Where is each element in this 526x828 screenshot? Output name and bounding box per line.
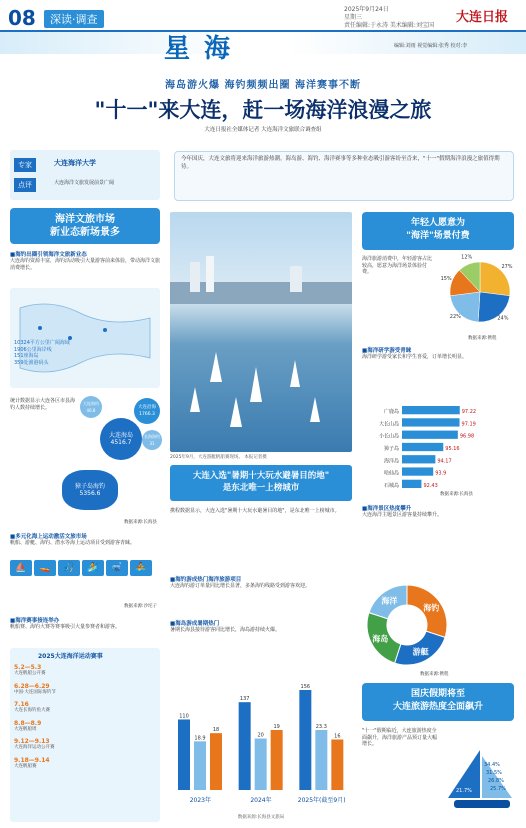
donut-caption: 数据来源:携程 [420,672,449,677]
left-para1: 大连海钓资源丰富，海钓活动吸引大量游客前来体验，带动海洋文旅消费增长。 [10,258,161,271]
right-sec1: ■海洋研学游受青睐 [362,348,412,354]
photo-scene [170,212,352,452]
hbar-category-label: 大长山岛 [378,421,399,428]
bar-value-label: 110 [179,713,189,720]
bar [315,730,327,790]
timeline-date: 7.16 [14,701,29,708]
main-headline: "十一"来大连，赶一场海洋浪漫之旅 [94,97,432,122]
bar-category-label: 2023年 [189,797,211,804]
hbar-category-label: 小长山岛 [378,433,399,440]
bubble-label: 大连海钓 [83,401,99,406]
expert-badge: 专家 [14,158,36,172]
left-para4: 帆船赛、海钓大赛等赛事吸引大量参赛者和游客。 [10,624,121,630]
fishing-icon: 🎣 [58,560,80,576]
timeline-item [14,683,154,696]
timeline-text: 中国·大连国际海钓节 [14,689,56,695]
bar [239,702,251,790]
donut-label: 游艇 [412,647,429,657]
hbar-value-label: 92.43 [423,482,438,489]
center-section-head [170,465,352,501]
bubble-value: 46.8 [86,408,96,413]
bar [299,690,311,790]
comment-badge: 点评 [14,178,36,192]
section-label: 深读·调查 [44,10,104,28]
bar-caption: 数据来源:长海县文旅局 [237,815,285,820]
center-head-line1: 大连入选"暑期十大玩水避暑目的地" [192,471,330,481]
hbar [402,418,460,426]
hbar [402,480,421,488]
pie-label: 24% [497,315,509,322]
center-body [170,508,352,634]
timeline-item [14,664,154,677]
bar [255,738,267,790]
hbar-category-label: 海洋岛 [383,458,399,465]
bar [210,733,222,790]
timeline-item [14,701,154,714]
bar-value-label: 20 [257,732,264,739]
bar-value-label: 18.9 [194,735,206,742]
activity-icons [10,560,160,600]
headline-kicker: 海岛游火爆 海钓频频出圈 海洋赛事不断 [165,80,361,91]
map-item: 359处渔港码头 [14,359,49,366]
donut-label: 海岛 [372,634,389,644]
diving-icon: 🤿 [106,560,128,576]
right-para4: "十一"假期临近，大连旅游热度全面飙升，海洋旅游产品预订量大幅增长。 [362,728,438,747]
hbar-category-label: 哈仙岛 [383,470,399,477]
pie-caption: 数据来源:携程 [468,336,497,341]
timeline-text: 大连帆船公开赛 [14,671,46,676]
right-para2: 海洋研学游受家长和学生喜爱，订单增长明显。 [362,354,468,360]
bubble-fishing [80,396,102,418]
bubble-value: 31 [149,441,155,446]
left-para2: 统计数据显示大连各区市县海钓人数持续增长。 [10,398,76,411]
left-head-line2: 新业态新场景多 [50,227,120,238]
left-section-head [10,208,160,244]
tourism-bar-chart [170,670,352,810]
bar-value-label: 137 [239,696,250,703]
timeline-text: 大连帆船周 [14,726,37,732]
photo-caption: 2025年9月，大连游艇帆船赛现场。 本报记者摄 [170,455,267,460]
bubble-label: 长海海钓 [144,434,160,439]
timeline-date: 9.12—9.13 [14,738,50,745]
bubble-label: 獐子岛海钓 [74,483,105,490]
surfing-icon: 🏄 [82,560,104,576]
left-sec2: ■多元化海上运动激活文旅市场 [10,534,87,540]
left-para3: 帆船、游艇、海钓、潜水等海上运动项目受到游客青睐。 [10,540,136,546]
sailing-photo [170,212,352,452]
expert-text: 大连海洋文旅发展前景广阔 [54,180,115,186]
hbar [402,406,460,414]
hbar-value-label: 94.17 [437,458,452,465]
rowing-icon: 🚣 [130,560,152,576]
donut-label: 海洋 [381,596,398,606]
center-sec2: ■海岛游成暑期热门 [170,621,220,627]
bubble-value: 4516.7 [110,439,132,446]
left-head-line1: 海洋文旅市场 [55,214,115,225]
center-para1: 携程数据显示，大连入选"暑期十大玩水避暑目的地"，是东北唯一上榜城市。 [170,508,340,514]
map-item: 10324平方公里广阔海域 [14,340,70,346]
right-head2-line2: 大连旅游热度全面飙升 [392,702,483,712]
bubble-changhai [142,430,162,450]
byline: 大连日报社全媒体记者 大连海洋文旅联合调查组 [204,127,322,133]
boat-value: 26.8% [488,778,504,784]
activity-donut-chart [362,580,452,670]
brand-title: 星海 [164,34,245,64]
timeline-date: 6.28—6.29 [14,682,50,690]
bubble-label: 大连沿海 [138,405,156,410]
bar-value-label: 156 [300,684,311,690]
timeline-date: 8.8—8.9 [14,719,42,727]
hbar-category-label: 广鹿岛 [383,409,399,416]
bubble-coast [134,398,160,424]
bubble-zhangzi [62,470,118,510]
hbar [402,443,443,451]
bar [178,719,190,790]
donut-label: 海钓 [423,603,440,613]
bar-value-label: 16 [334,733,341,740]
timeline-date: 5.2—5.3 [14,664,42,671]
island-horizontal-bar-chart [362,404,514,490]
intro-box: 今年国庆，大连文旅将迎来海洋旅游热潮。海岛游、海钓、海洋赛事等多种业态吸引游客纷至沓来，"十一"假期海洋浪漫之旅值得期待。 [174,151,514,201]
center-para2: 大连海钓游订单量同比增长显著，多条海钓线路受到游客欢迎。 [170,582,311,589]
weekday-line: 星期三 [344,14,363,21]
timeline-title: 2025大连海洋运动赛事 [38,653,103,660]
center-head-line2: 是东北唯一上榜城市 [222,483,300,493]
bubble-value: 5356.6 [79,490,101,497]
hbar-value-label: 97.19 [461,421,476,428]
hbar-category-label: 石城岛 [383,482,399,489]
editor-line: 责任编辑:于永涛 美术编辑:刘宝国 [344,22,434,29]
bar [194,741,206,790]
hbar [402,431,458,439]
icon-caption: 数据来源:沙坨子 [124,604,158,609]
hbar [402,455,435,463]
map-item: 151座海岛 [14,353,39,359]
bubble-caption: 数据来源:长海县 [124,520,158,525]
right-sec2: ■海洋景区热度攀升 [362,506,412,512]
pie-label: 27% [501,264,513,271]
map-item: 1906公里海岸线 [14,346,52,353]
center-para3: 暑期长海县接待游客同比增长，海岛游持续火爆。 [170,627,281,633]
left-sec3: ■海洋赛事接连举办 [10,618,60,624]
timeline-text: 大连帆船赛 [14,763,37,769]
bubble-dalian-island [100,418,142,460]
bar-category-label: 2025年(截至9月) [297,797,346,804]
newspaper-logo: 大连日报 [456,10,509,25]
editors-credit: 编辑:刘雨 视觉编辑:张秀 校对:李 [394,43,468,49]
pie-label: 15% [440,275,452,282]
timeline-list [14,664,154,775]
pie-label: 12% [461,254,473,261]
bar-value-label: 23.3 [315,724,327,730]
right-head2-line1: 国庆假期将至 [410,689,465,699]
bar-category-label: 2024年 [250,797,272,804]
bar [331,739,343,790]
bubble-value: 1766.3 [139,412,155,417]
right-head1-line2: "海洋"场景付费 [406,231,470,241]
bubble-label: 大连海岛 [108,432,133,439]
bar-value-label: 19 [273,724,280,730]
left-sec1: ■海钓出圈引领海洋文旅新业态 [10,252,87,258]
bar [271,730,283,790]
sailboat-infographic [440,748,520,818]
center-sec1: ■海钓游成热门海洋旅游项目 [170,576,242,583]
hbar-caption: 数据来源:长海县 [440,492,474,497]
map-panel [10,288,160,388]
hbar-value-label: 95.16 [445,446,460,452]
expert-name: 大连海洋大学 [54,159,96,167]
timeline-item [14,757,154,770]
timeline-text: 大连长海钓鱼大赛 [14,708,50,713]
age-pie-chart [440,252,520,332]
pie-label: 22% [449,314,461,321]
hbar-value-label: 93.9 [435,470,447,477]
hbar-value-label: 96.98 [459,433,475,440]
boat-value: 34.4% [484,762,500,768]
boat-value: 21.7% [456,788,472,794]
timeline-item [14,738,154,751]
hbar [402,467,433,475]
date-line: 2025年9月24日 [344,6,389,13]
hbar-category-label: 獐子岛 [383,446,399,452]
right-para1: 海洋旅游消费中，年轻游客占比较高，愿意为海洋场景体验付费。 [362,256,433,275]
right-section-head-1 [362,212,514,250]
right-head1-line1: 年轻人愿意为 [410,218,465,228]
timeline-date: 9.18—9.14 [14,756,50,764]
bubble-chart [80,396,164,476]
bar-value-label: 18 [212,727,220,734]
boat-value: 25.7% [490,786,506,792]
speedboat-icon: 🚤 [34,560,56,576]
page-number: 08 [8,6,36,30]
timeline-text: 大连海洋运动公开赛 [14,745,55,750]
sailboat-icon: ⛵ [10,560,32,576]
timeline-item [14,720,154,733]
right-para3: 大连海洋主题景区游客量持续攀升。 [362,512,443,518]
right-section-head-2 [362,683,514,721]
hbar-value-label: 97.22 [461,409,477,416]
map-legend [14,340,104,366]
map-graphic [10,288,160,388]
date-info [344,6,434,30]
boat-value: 31.5% [486,770,502,776]
